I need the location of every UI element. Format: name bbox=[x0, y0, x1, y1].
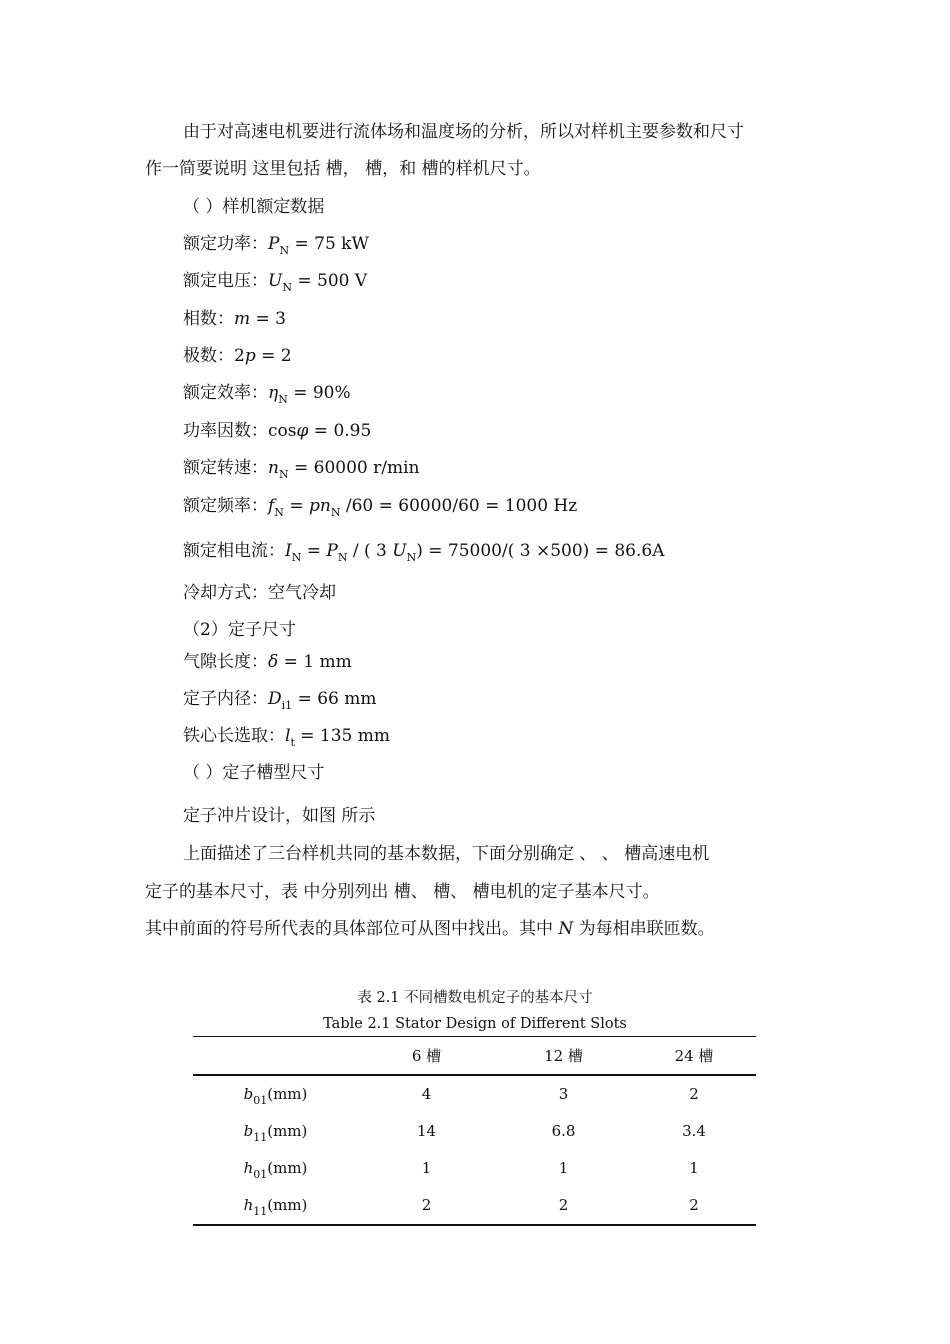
inner-diameter-subscript: i1 bbox=[281, 699, 293, 712]
table-row bbox=[193, 1112, 756, 1150]
rated-current-equals: = bbox=[301, 541, 327, 561]
power-factor-prefix: cos bbox=[268, 421, 297, 441]
inner-diameter-symbol: D bbox=[268, 689, 282, 709]
table-cell: 14 bbox=[416, 1121, 437, 1140]
table-cell: 2 bbox=[358, 1187, 495, 1225]
summary-line-2: 定子的基本尺寸，表 中分别列出 槽、 槽、 槽电机的定子基本尺寸。 bbox=[145, 882, 660, 902]
rated-voltage-value: = 500 V bbox=[291, 271, 368, 291]
row-subscript: 01 bbox=[253, 1168, 268, 1182]
table-row bbox=[193, 1187, 756, 1225]
phases-line bbox=[183, 308, 286, 330]
phases-label: 相数： bbox=[183, 309, 234, 329]
efficiency-line bbox=[183, 382, 351, 404]
row-symbol: b bbox=[243, 1121, 254, 1140]
rated-speed-symbol: n bbox=[268, 458, 279, 478]
poles-label: 极数： bbox=[183, 346, 234, 366]
power-factor-label: 功率因数： bbox=[183, 421, 268, 441]
rated-frequency-equals: = bbox=[283, 496, 309, 516]
efficiency-symbol: η bbox=[268, 383, 279, 403]
inner-diameter-line bbox=[183, 688, 377, 710]
inner-diameter-value: = 66 mm bbox=[292, 689, 377, 709]
rated-power-subscript: N bbox=[279, 244, 290, 257]
rated-current-division: / ( 3 bbox=[347, 541, 393, 561]
phases-value: = 3 bbox=[250, 309, 286, 329]
core-length-symbol: l bbox=[285, 726, 291, 746]
rated-power-symbol: P bbox=[268, 234, 280, 254]
power-factor-symbol: φ bbox=[296, 421, 309, 441]
poles-line bbox=[183, 345, 292, 367]
air-gap-symbol: δ bbox=[268, 652, 279, 672]
row-unit: (mm) bbox=[267, 1084, 308, 1103]
punch-design-line: 定子冲片设计，如图 所示 bbox=[183, 806, 376, 826]
intro-line-2: 作一简要说明 这里包括 槽， 槽，和 槽的样机尺寸。 bbox=[145, 159, 541, 179]
table-cell: 4 bbox=[421, 1084, 432, 1103]
rated-voltage-label: 额定电压： bbox=[183, 271, 268, 291]
row-subscript: 11 bbox=[253, 1205, 268, 1219]
row-label-b11 bbox=[193, 1112, 358, 1150]
rated-frequency-label: 额定频率： bbox=[183, 496, 268, 516]
table-cell: 2 bbox=[689, 1084, 699, 1103]
table-cell: 2 bbox=[495, 1187, 632, 1225]
air-gap-value: = 1 mm bbox=[278, 652, 352, 672]
core-length-line bbox=[183, 725, 390, 747]
inner-diameter-label: 定子内径： bbox=[183, 689, 268, 709]
table-cell: 3 bbox=[558, 1084, 569, 1103]
poles-value: = 2 bbox=[255, 346, 292, 366]
rated-frequency-subscript-2: N bbox=[330, 506, 341, 519]
row-unit: (mm) bbox=[267, 1159, 308, 1178]
cooling-line: 冷却方式：空气冷却 bbox=[183, 583, 336, 603]
row-label-b01 bbox=[193, 1075, 358, 1113]
rated-speed-line bbox=[183, 457, 419, 479]
rated-voltage-symbol: U bbox=[268, 271, 283, 291]
rated-power-label: 额定功率： bbox=[183, 234, 268, 254]
table-header-12-slots: 12 槽 bbox=[495, 1037, 632, 1075]
row-symbol: b bbox=[243, 1084, 254, 1103]
row-symbol: h bbox=[243, 1159, 254, 1178]
row-subscript: 11 bbox=[253, 1130, 268, 1144]
summary-line-3 bbox=[145, 918, 715, 940]
rated-current-subscript-2: N bbox=[337, 551, 348, 564]
poles-prefix: 2 bbox=[234, 346, 245, 366]
row-label-h11 bbox=[193, 1187, 358, 1225]
rated-power-line bbox=[183, 233, 369, 255]
summary-line-3-text-b: 为每相串联匝数。 bbox=[573, 919, 715, 939]
rated-current-line bbox=[183, 540, 665, 562]
row-unit: (mm) bbox=[267, 1121, 308, 1140]
core-length-value: = 135 mm bbox=[294, 726, 391, 746]
table-caption-en: Table 2.1 Stator Design of Different Slots bbox=[323, 1016, 627, 1032]
rated-current-value: ) = 75000/( 3 ×500) = 86.6A bbox=[416, 541, 665, 561]
table-row bbox=[193, 1075, 756, 1113]
power-factor-line bbox=[183, 420, 371, 442]
table-header-24-slots: 24 槽 bbox=[632, 1037, 756, 1075]
table-caption-cn: 表 2.1 不同槽数电机定子的基本尺寸 bbox=[357, 990, 593, 1006]
table-cell: 1 bbox=[421, 1159, 432, 1178]
core-length-label: 铁心长选取： bbox=[183, 726, 285, 746]
power-factor-value: = 0.95 bbox=[308, 421, 372, 441]
stator-dimensions-table bbox=[193, 1036, 756, 1226]
rated-current-symbol-2: P bbox=[326, 541, 338, 561]
rated-frequency-symbol: f bbox=[268, 496, 275, 516]
row-unit: (mm) bbox=[267, 1196, 308, 1215]
rated-speed-subscript: N bbox=[278, 468, 289, 481]
rated-current-subscript-3: N bbox=[406, 551, 417, 564]
table-header-empty bbox=[193, 1037, 358, 1075]
rated-voltage-subscript: N bbox=[282, 281, 292, 294]
table-row bbox=[193, 1150, 756, 1188]
rated-current-symbol-3: U bbox=[392, 541, 407, 561]
rated-frequency-value: /60 = 60000/60 = 1000 Hz bbox=[340, 496, 578, 516]
section-title-slot-dims: （ ）定子槽型尺寸 bbox=[183, 763, 325, 783]
intro-line-1: 由于对高速电机要进行流体场和温度场的分析，所以对样机主要参数和尺寸 bbox=[183, 122, 744, 142]
efficiency-label: 额定效率： bbox=[183, 383, 268, 403]
table-cell: 1 bbox=[558, 1159, 569, 1178]
table-header-6-slots: 6 槽 bbox=[358, 1037, 495, 1075]
table-cell: 3.4 bbox=[682, 1121, 706, 1140]
table-header-row bbox=[193, 1037, 756, 1075]
row-subscript: 01 bbox=[253, 1093, 268, 1107]
efficiency-subscript: N bbox=[278, 393, 288, 406]
section-title-rated-data: （ ）样机额定数据 bbox=[183, 197, 325, 217]
row-symbol: h bbox=[243, 1196, 254, 1215]
table-cell: 1 bbox=[689, 1159, 699, 1178]
summary-line-3-text-a: 其中前面的符号所代表的具体部位可从图中找出。其中 bbox=[145, 919, 559, 939]
row-label-h01 bbox=[193, 1150, 358, 1188]
phases-symbol: m bbox=[234, 309, 251, 329]
table-cell: 2 bbox=[632, 1187, 756, 1225]
summary-line-1: 上面描述了三台样机共同的基本数据，下面分别确定 、 、 槽高速电机 bbox=[183, 844, 710, 864]
rated-speed-value: = 60000 r/min bbox=[288, 458, 420, 478]
rated-frequency-subscript: N bbox=[274, 506, 284, 519]
air-gap-label: 气隙长度： bbox=[183, 652, 268, 672]
rated-voltage-line bbox=[183, 270, 367, 292]
turns-symbol: N bbox=[558, 919, 574, 939]
rated-frequency-symbol-2: pn bbox=[308, 496, 331, 516]
efficiency-value: = 90% bbox=[287, 383, 351, 403]
rated-power-value: = 75 kW bbox=[289, 234, 369, 254]
poles-symbol: p bbox=[244, 346, 256, 366]
rated-frequency-line bbox=[183, 495, 577, 517]
rated-current-label: 额定相电流： bbox=[183, 541, 285, 561]
rated-current-subscript: N bbox=[291, 551, 302, 564]
rated-current-symbol: I bbox=[285, 541, 292, 561]
rated-speed-label: 额定转速： bbox=[183, 458, 268, 478]
air-gap-line bbox=[183, 651, 352, 673]
table-cell: 6.8 bbox=[551, 1121, 576, 1140]
core-length-subscript: t bbox=[290, 736, 295, 749]
section-title-stator-dims: （2）定子尺寸 bbox=[183, 620, 296, 640]
